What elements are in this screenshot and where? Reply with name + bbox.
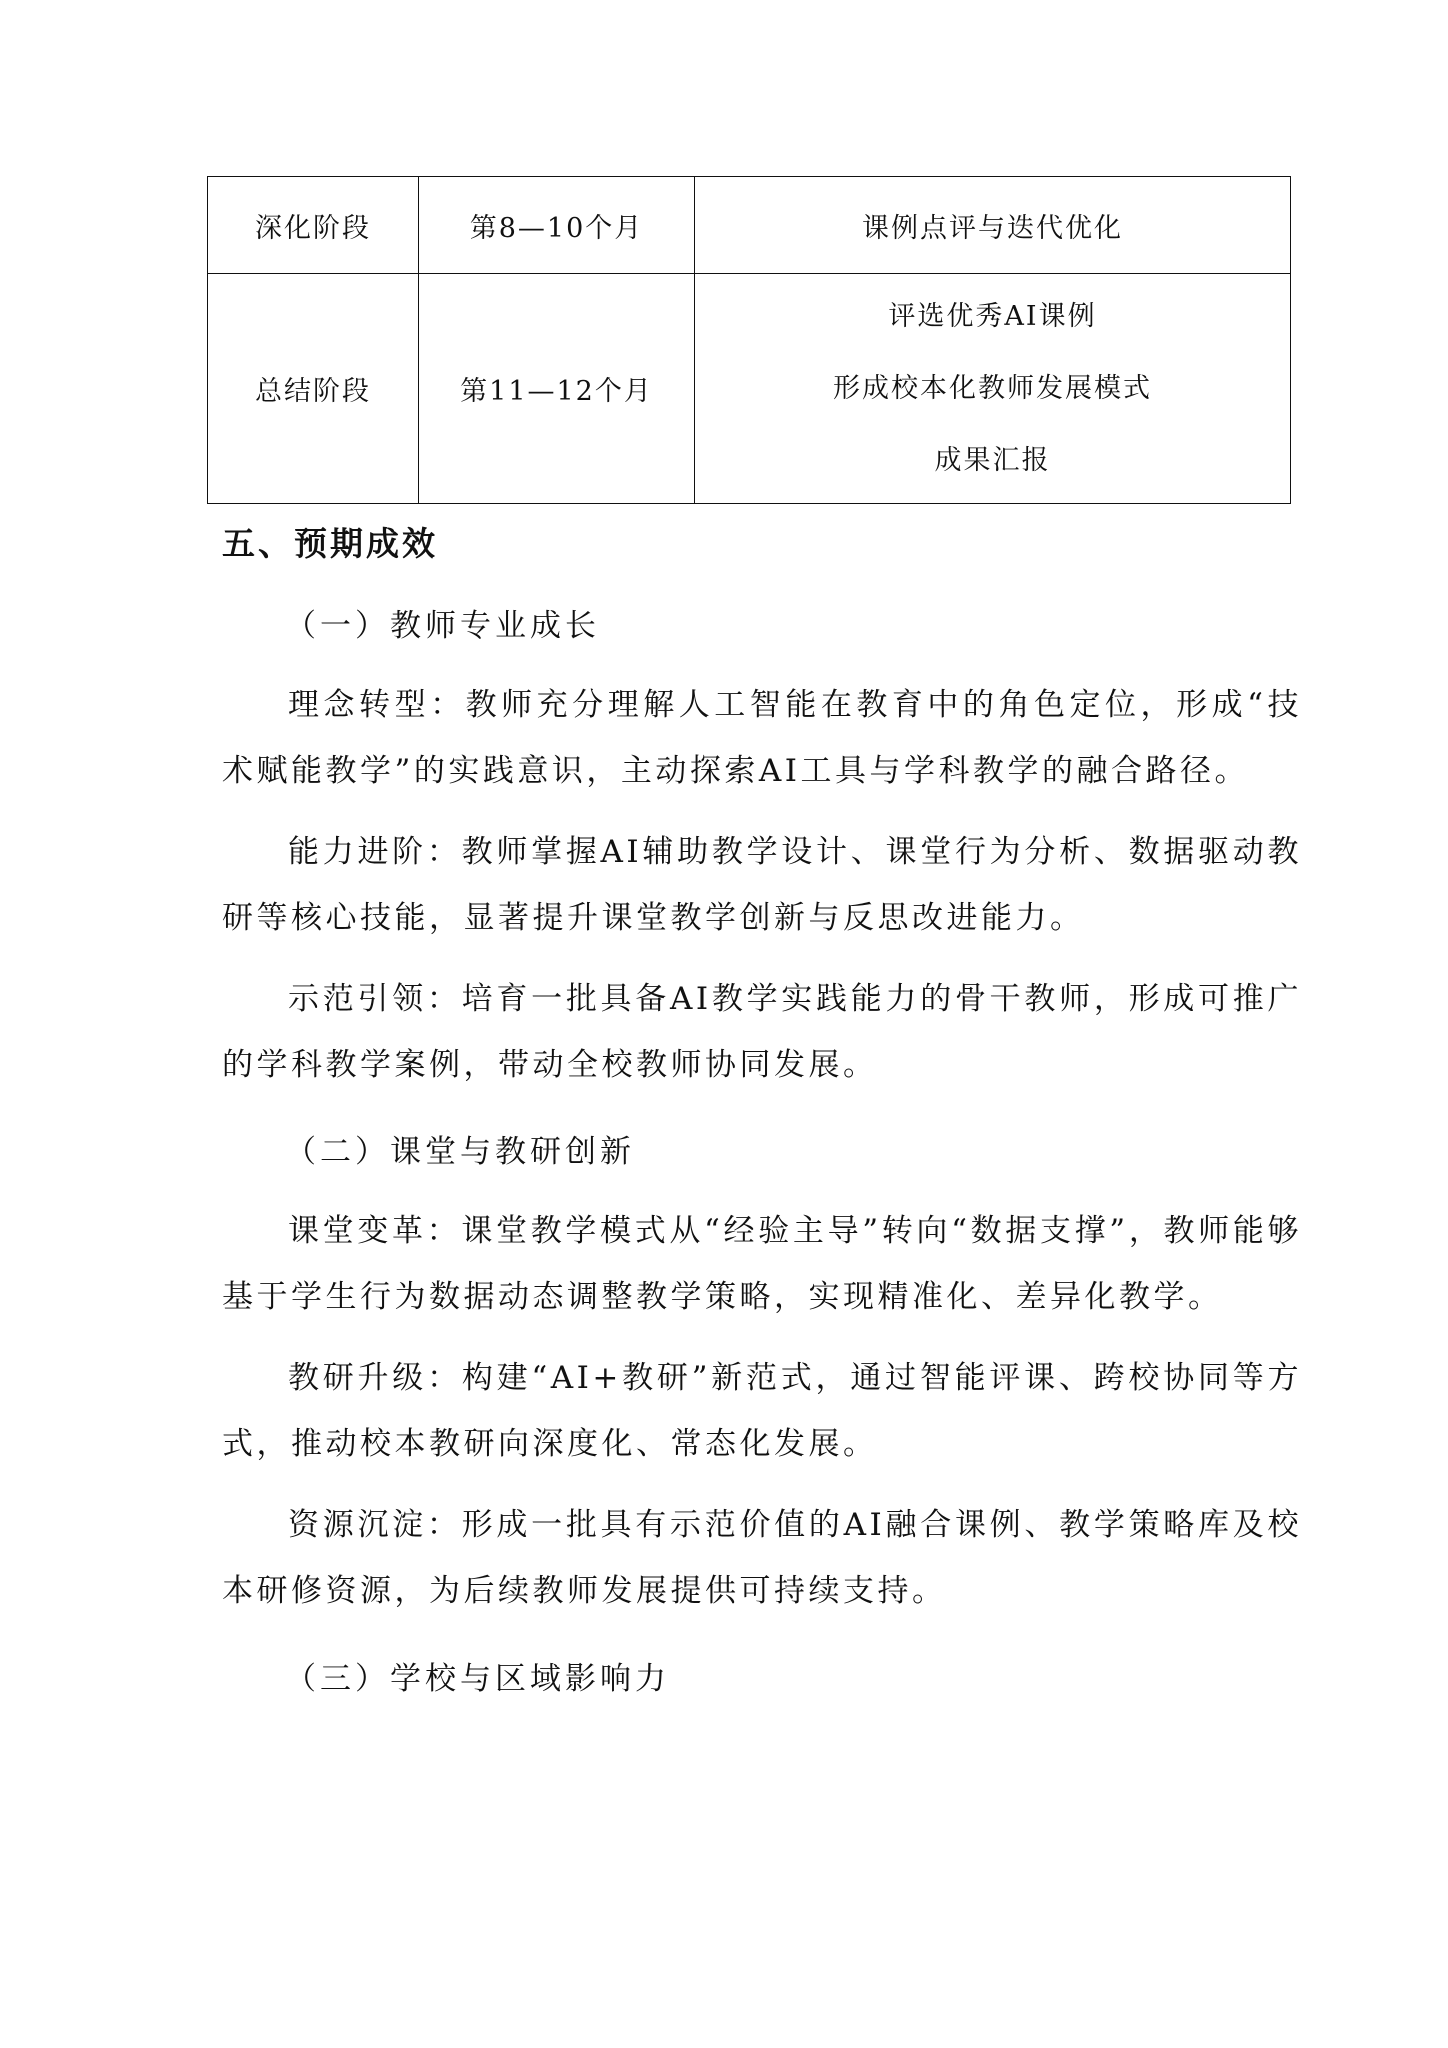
task-line: 评选优秀AI课例 xyxy=(888,300,1097,332)
schedule-table xyxy=(207,176,1291,504)
paragraph: 课堂变革：课堂教学模式从“经验主导”转向“数据支撑”，教师能够基于学生行为数据动态调整教学策略，实现精准化、差异化教学。 xyxy=(222,1213,1302,1315)
paragraph: 教研升级：构建“AI+教研”新范式，通过智能评课、跨校协同等方式，推动校本教研向深度化、常态化发展。 xyxy=(222,1360,1302,1462)
period-cell: 第8—10个月 xyxy=(419,177,695,274)
task-line: 成果汇报 xyxy=(934,444,1051,476)
task-cell: 课例点评与迭代优化 xyxy=(695,177,1291,274)
subsection-heading: （一）教师专业成长 xyxy=(285,608,600,644)
table-row xyxy=(208,274,1291,504)
paragraph: 示范引领：培育一批具备AI教学实践能力的骨干教师，形成可推广的学科教学案例，带动全校教师协同发展。 xyxy=(222,981,1302,1083)
subsection-heading: （二）课堂与教研创新 xyxy=(285,1134,635,1170)
paragraph: 能力进阶：教师掌握AI辅助教学设计、课堂行为分析、数据驱动教研等核心技能，显著提升课堂教学创新与反思改进能力。 xyxy=(222,834,1302,936)
task-cell xyxy=(695,274,1291,504)
paragraph: 资源沉淀：形成一批具有示范价值的AI融合课例、教学策略库及校本研修资源，为后续教师发展提供可持续支持。 xyxy=(222,1507,1302,1609)
table-row xyxy=(208,177,1291,274)
section-heading: 五、预期成效 xyxy=(222,524,438,563)
phase-cell: 深化阶段 xyxy=(208,177,419,274)
phase-cell: 总结阶段 xyxy=(208,274,419,504)
paragraph: 理念转型：教师充分理解人工智能在教育中的角色定位，形成“技术赋能教学”的实践意识，主动探索AI工具与学科教学的融合路径。 xyxy=(222,687,1302,789)
period-cell: 第11—12个月 xyxy=(419,274,695,504)
subsection-heading: （三）学校与区域影响力 xyxy=(285,1661,670,1697)
task-line: 形成校本化教师发展模式 xyxy=(833,372,1152,404)
